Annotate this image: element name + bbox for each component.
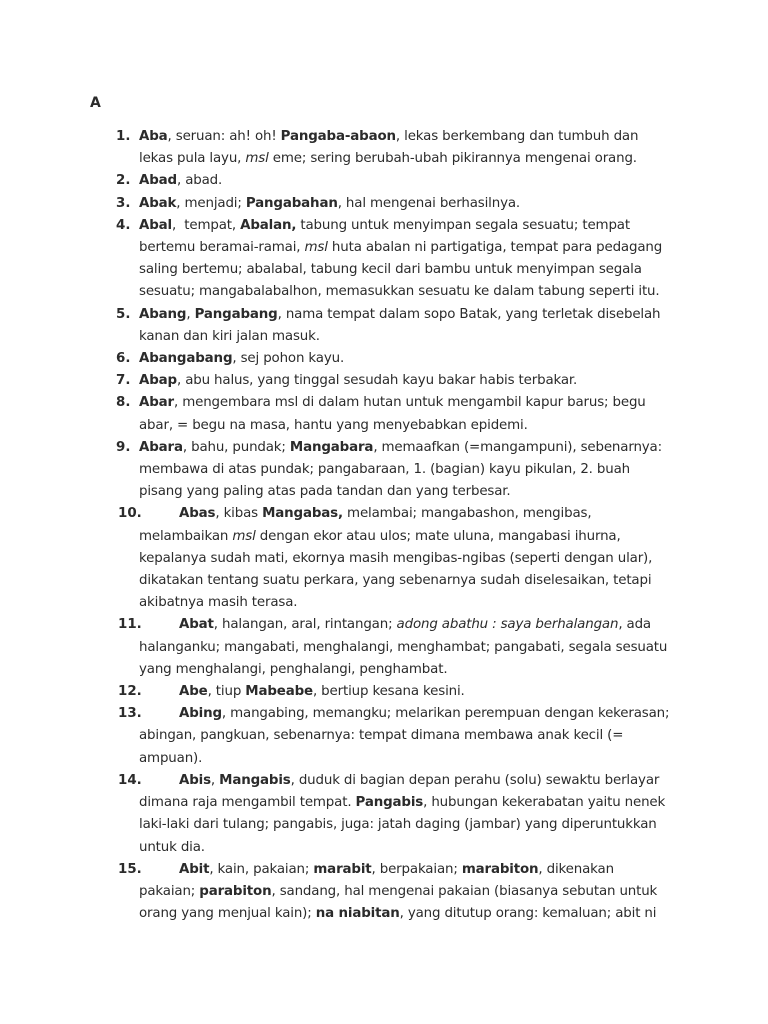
- entry-number: 9.: [116, 439, 131, 455]
- entry-number: 14.: [118, 772, 142, 788]
- entry-number: 11.: [118, 617, 142, 633]
- dictionary-list: [0, 126, 768, 925]
- entry-number: 12.: [118, 684, 142, 700]
- entry-text: Abad, abad.: [139, 173, 223, 189]
- dictionary-entry: [0, 437, 768, 504]
- entry-text: Abas, kibas Mangabas, melambai; mangabashon, mengibas, melambaikan msl dengan ekor atau ulos; mate uluna, mangabasi ihurna, kepalanya sudah mati, ekornya masih mengibas-ngibas (seperti dengan ular), dikatakan tentang suatu perkara, yang sebenarnya sudah diselesaikan, tetapi akibatnya masih terasa.: [139, 506, 653, 611]
- entry-text: Abap, abu halus, yang tinggal sesudah kayu bakar habis terbakar.: [139, 373, 578, 389]
- entry-text: Abing, mangabing, memangku; melarikan perempuan dengan kekerasan; abingan, pangkuan, sebenarnya: tempat dimana membawa anak kecil (= ampuan).: [139, 706, 670, 766]
- dictionary-entry: [0, 503, 768, 614]
- dictionary-entry: [0, 392, 768, 436]
- entry-number: 4.: [116, 217, 131, 233]
- dictionary-entry: [0, 215, 768, 304]
- entry-text: Abar, mengembara msl di dalam hutan untuk mengambil kapur barus; begu abar, = begu na masa, hantu yang menyebabkan epidemi.: [139, 395, 646, 433]
- dictionary-entry: [0, 770, 768, 859]
- entry-number: 7.: [116, 373, 131, 389]
- dictionary-entry: [0, 681, 768, 703]
- dictionary-entry: [0, 614, 768, 681]
- entry-text: Abal, tempat, Abalan, tabung untuk menyimpan segala sesuatu; tempat bertemu beramai-ramai, msl huta abalan ni partigatiga, tempat para pedagang saling bertemu; abalabal, tabung kecil dari bambu untuk menyimpan segala sesuatu; mangabalabalhon, memasukkan sesuatu ke dalam tabung seperti itu.: [139, 217, 663, 300]
- entry-number: 3.: [116, 195, 131, 211]
- entry-text: Abang, Pangabang, nama tempat dalam sopo Batak, yang terletak disebelah kanan dan kiri jalan masuk.: [139, 306, 661, 344]
- entry-text: Abangabang, sej pohon kayu.: [139, 351, 345, 367]
- entry-text: Abara, bahu, pundak; Mangabara, memaafkan (=mangampuni), sebenarnya: membawa di atas pundak; pangabaraan, 1. (bagian) kayu pikulan, 2. buah pisang yang paling atas pada tandan dan yang terbesar.: [139, 439, 662, 500]
- dictionary-entry: [0, 170, 768, 192]
- dictionary-entry: [0, 703, 768, 770]
- entry-text: Abat, halangan, aral, rintangan; adong abathu : saya berhalangan, ada halanganku; mangabati, menghalangi, menghambat; pangabati, segala sesuatu yang menghalangi, penghalangi, penghambat.: [139, 617, 668, 677]
- section-heading: A: [90, 95, 101, 111]
- entry-number: 15.: [118, 861, 142, 877]
- entry-text: Aba, seruan: ah! oh! Pangaba-abaon, lekas berkembang dan tumbuh dan lekas pula layu, msl eme; sering berubah-ubah pikirannya mengenai orang.: [139, 129, 639, 167]
- entry-number: 10.: [118, 506, 142, 522]
- dictionary-entry: [0, 126, 768, 170]
- entry-number: 13.: [118, 706, 142, 722]
- entry-number: 2.: [116, 173, 131, 189]
- dictionary-entry: [0, 304, 768, 348]
- entry-text: Abe, tiup Mabeabe, bertiup kesana kesini.: [179, 684, 465, 700]
- dictionary-entry: [0, 348, 768, 370]
- dictionary-entry: [0, 370, 768, 392]
- entry-number: 5.: [116, 306, 131, 322]
- entry-number: 8.: [116, 395, 131, 411]
- entry-text: Abis, Mangabis, duduk di bagian depan perahu (solu) sewaktu berlayar dimana raja mengambil tempat. Pangabis, hubungan kekerabatan yaitu nenek laki-laki dari tulang; pangabis, juga: jatah daging (jambar) yang diperuntukkan untuk dia.: [139, 772, 666, 855]
- dictionary-entry: [0, 193, 768, 215]
- entry-text: Abit, kain, pakaian; marabit, berpakaian; marabiton, dikenakan pakaian; parabiton, sandang, hal mengenai pakaian (biasanya sebutan untuk orang yang menjual kain); na niabitan, yang ditutup orang: kemaluan; abit ni: [139, 861, 658, 922]
- entry-text: Abak, menjadi; Pangabahan, hal mengenai berhasilnya.: [139, 195, 521, 211]
- dictionary-entry: [0, 859, 768, 926]
- entry-number: 1.: [116, 129, 131, 144]
- entry-number: 6.: [116, 351, 131, 367]
